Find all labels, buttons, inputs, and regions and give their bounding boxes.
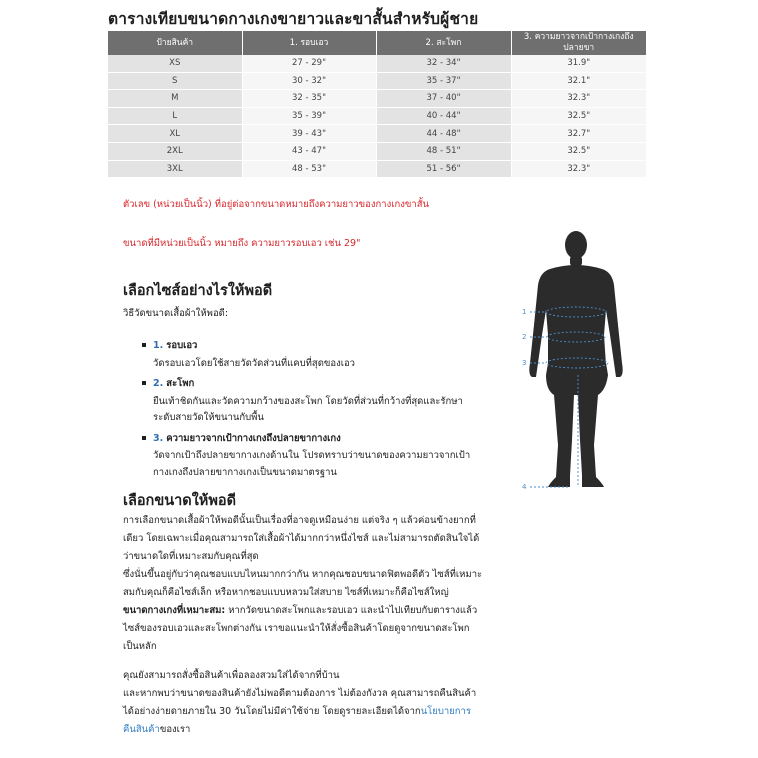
page-title: ตารางเทียบขนาดกางเกงขายาวและขาสั้นสำหรับผู้ชาย [108,10,479,28]
waist-cell: 39 - 43" [242,125,376,143]
inseam-cell: 32.1" [511,72,646,90]
measure-title: สะโพก [166,378,195,389]
return-policy-link-cont[interactable]: คืนสินค้า [123,724,160,735]
inseam-cell: 32.7" [511,125,646,143]
table-header-hip: 2. สะโพก [376,31,511,55]
table-header-inseam: 3. ความยาวจากเป้ากางเกงถึงปลายขา [511,31,646,55]
measurement-label-4: 4 [522,483,527,491]
paragraph-line: ซึ่งนั่นขึ้นอยู่กับว่าคุณชอบแบบไหนมากกว่ากัน หากคุณชอบขนาดฟิตพอดีตัว ไซส์ที่เหมาะ [123,569,483,580]
measurement-label-3: 3 [522,359,527,367]
measurement-label-1: 1 [522,308,527,316]
paragraph-line: การเลือกขนาดเสื้อผ้าให้พอดีนั้นเป็นเรื่องที่อาจดูเหมือนง่าย แต่จริง ๆ แล้วค่อนข้างยากที่ [123,515,476,526]
shorts-length-note: ตัวเลข (หน่วยเป็นนิ้ว) ที่อยู่ต่อจากขนาดหมายถึงความยาวของกางเกงขาสั้น [123,199,429,210]
fit-guide-heading: เลือกไซส์อย่างไรให้พอดี [123,283,273,299]
measure-desc: ยืนเท้าชิดกันและวัดความกว้างของสะโพก โดยวัดที่ส่วนที่กว้างที่สุดและรักษา [153,396,463,407]
choose-size-paragraph-1 [123,512,482,656]
size-label-cell: XS [108,55,242,72]
measure-desc: กางเกงถึงปลายขากางเกงเป็นขนาดมาตรฐาน [153,467,337,478]
paragraph-line [123,703,476,721]
body-measurement-figure [510,225,660,495]
measurement-label-2: 2 [522,333,527,341]
hip-cell: 37 - 40" [376,90,511,108]
return-policy-paragraph [123,667,476,739]
measure-num: 2. [153,378,164,389]
hip-cell: 51 - 56" [376,160,511,178]
size-label-cell: XL [108,125,242,143]
table-row [108,90,646,108]
bullet-dot [142,381,146,385]
pants-fit-label: ขนาดกางเกงที่เหมาะสม: [123,605,226,616]
inseam-cell: 32.3" [511,160,646,178]
paragraph-line: ว่าขนาดใดที่เหมาะสมกับคุณที่สุด [123,551,259,562]
return-policy-link[interactable]: นโยบายการ [420,706,471,717]
return-tail: ของเรา [159,724,191,735]
hip-cell: 35 - 37" [376,72,511,90]
paragraph-line: สมกับคุณก็คือไซส์เล็ก หรือหากชอบแบบหลวมใส่สบาย ไซส์ที่เหมาะก็คือไซส์ใหญ่ [123,587,449,598]
table-row [108,55,646,72]
fit-guide-intro: วิธีวัดขนาดเสื้อผ้าให้พอดี: [123,308,229,319]
size-label-cell: 2XL [108,142,242,160]
measure-desc: วัดรอบเอวโดยใช้สายวัดวัดส่วนที่แคบที่สุดของเอว [153,358,356,369]
measure-num: 3. [153,433,164,444]
hip-cell: 40 - 44" [376,107,511,125]
table-row [108,142,646,160]
paragraph-line: เป็นหลัก [123,641,157,652]
measure-item-waist [153,338,197,353]
bullet-dot [142,436,146,440]
size-label-cell: M [108,90,242,108]
size-label-cell: L [108,107,242,125]
table-header-label: ป้ายสินค้า [108,31,242,55]
inseam-cell: 32.3" [511,90,646,108]
paragraph-line: เดียว โดยเฉพาะเมื่อคุณสามารถใส่เสื้อผ้าได้มากกว่าหนึ่งไซส์ และไม่สามารถตัดสินใจได้ [123,533,480,544]
human-silhouette-icon [529,231,622,487]
table-row [108,107,646,125]
paragraph-line [123,602,482,620]
hip-cell: 44 - 48" [376,125,511,143]
table-header-waist: 1. รอบเอว [242,31,376,55]
measure-desc: วัดจากเป้าถึงปลายขากางเกงด้านใน โปรดทราบว่าขนาดของความยาวจากเป้า [153,450,471,461]
measure-title: รอบเอว [166,340,198,351]
paragraph-line: คุณยังสามารถสั่งซื้อสินค้าเพื่อลองสวมใส่ได้จากที่บ้าน [123,670,340,681]
measure-num: 1. [153,340,164,351]
size-label-cell: 3XL [108,160,242,178]
waist-cell: 27 - 29" [242,55,376,72]
measure-desc: ระดับสายวัดให้ขนานกับพื้น [153,412,264,423]
table-header-row [108,31,646,55]
paragraph-line: และหากพบว่าขนาดของสินค้ายังไม่พอดีตามต้องการ ไม่ต้องกังวล คุณสามารถคืนสินค้า [123,688,477,699]
waist-cell: 30 - 32" [242,72,376,90]
size-chart-table [108,31,646,178]
waist-cell: 32 - 35" [242,90,376,108]
return-text: ได้อย่างง่ายดายภายใน 30 วันโดยไม่มีค่าใช้จ่าย โดยดูรายละเอียดได้จาก [123,706,421,717]
table-row [108,125,646,143]
table-row [108,160,646,178]
inseam-cell: 32.5" [511,142,646,160]
paragraph-line [123,721,476,739]
waist-cell: 48 - 53" [242,160,376,178]
size-label-cell: S [108,72,242,90]
measurement-labels [522,308,527,491]
waist-cell: 35 - 39" [242,107,376,125]
hip-cell: 32 - 34" [376,55,511,72]
choose-size-heading: เลือกขนาดให้พอดี [123,493,237,509]
paragraph-line: ไซส์ของรอบเอวและสะโพกต่างกัน เราขอแนะนำให้สั่งซื้อสินค้าโดยดูจากขนาดสะโพก [123,623,470,634]
pants-fit-text: หากวัดขนาดสะโพกและรอบเอว และนำไปเทียบกับตารางแล้ว [225,605,478,616]
measure-title: ความยาวจากเป้ากางเกงถึงปลายขากางเกง [166,433,341,444]
waist-unit-note: ขนาดที่มีหน่วยเป็นนิ้ว หมายถึง ความยาวรอบเอว เช่น 29" [123,238,361,249]
bullet-dot [142,343,146,347]
waist-cell: 43 - 47" [242,142,376,160]
inseam-cell: 32.5" [511,107,646,125]
measure-item-hip [153,376,194,391]
inseam-cell: 31.9" [511,55,646,72]
table-row [108,72,646,90]
measure-item-inseam [153,431,341,446]
hip-cell: 48 - 51" [376,142,511,160]
